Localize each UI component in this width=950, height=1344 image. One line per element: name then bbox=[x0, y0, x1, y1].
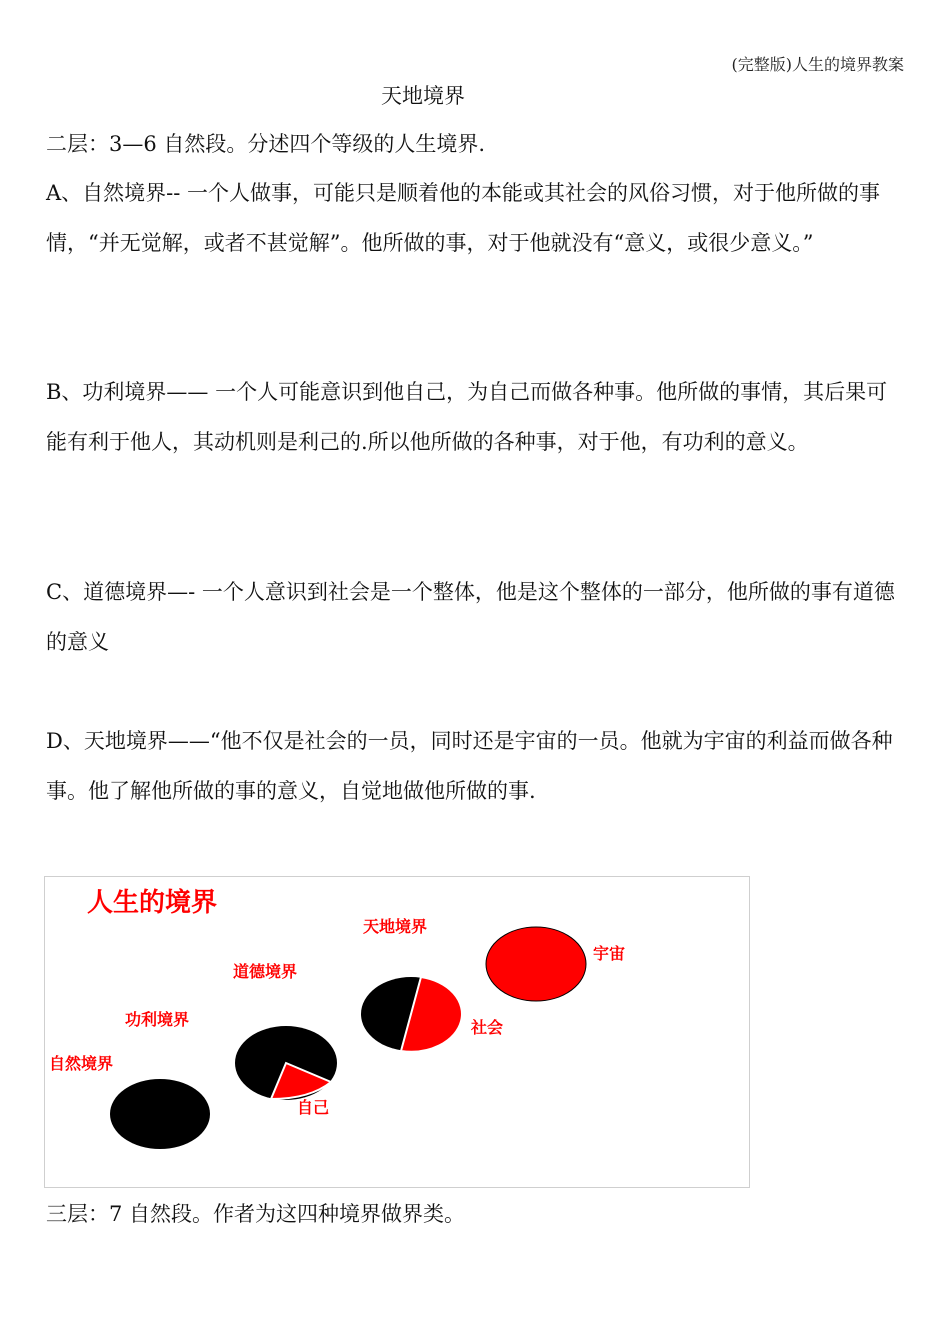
circle-heaven-earth bbox=[486, 927, 586, 1001]
label-utilitarian: 功利境界 bbox=[125, 1010, 190, 1029]
circle-natural bbox=[110, 1079, 210, 1149]
label-society: 社会 bbox=[471, 1018, 504, 1037]
figure-title: 人生的境界 bbox=[87, 888, 218, 918]
label-heaven-earth: 天地境界 bbox=[363, 917, 428, 936]
realms-diagram bbox=[45, 877, 749, 1187]
label-natural: 自然境界 bbox=[49, 1054, 114, 1073]
label-self: 自己 bbox=[297, 1098, 330, 1117]
paragraph-layer3: 三层：7 自然段。作者为这四种境界做界类。 bbox=[46, 1202, 466, 1226]
page-title: 天地境界 bbox=[381, 84, 465, 108]
paragraph-layer2: 二层：3—6 自然段。分述四个等级的人生境界. bbox=[46, 132, 486, 156]
header-note: (完整版)人生的境界教案 bbox=[731, 55, 904, 74]
label-universe: 宇宙 bbox=[593, 944, 626, 963]
paragraph-natural: A、自然境界-- 一个人做事，可能只是顺着他的本能或其社会的风俗习惯，对于他所做的事情，“并无觉解，或者不甚觉解”。他所做的事，对于他就没有“意义，或很少意义。” bbox=[46, 181, 881, 255]
paragraph-utilitarian: B、功利境界—— 一个人可能意识到他自己，为自己而做各种事。他所做的事情，其后果可能有利于他人，其动机则是利己的.所以他所做的各种事，对于他，有功利的意义。 bbox=[46, 380, 888, 454]
paragraph-moral: C、道德境界—- 一个人意识到社会是一个整体，他是这个整体的一部分，他所做的事有道德的意义 bbox=[46, 580, 895, 654]
label-moral: 道德境界 bbox=[233, 962, 298, 981]
paragraph-heaven-earth: D、天地境界——“他不仅是社会的一员，同时还是宇宙的一员。他就为宇宙的利益而做各种事。他了解他所做的事的意义，自觉地做他所做的事. bbox=[46, 729, 893, 803]
realms-figure bbox=[44, 876, 750, 1188]
